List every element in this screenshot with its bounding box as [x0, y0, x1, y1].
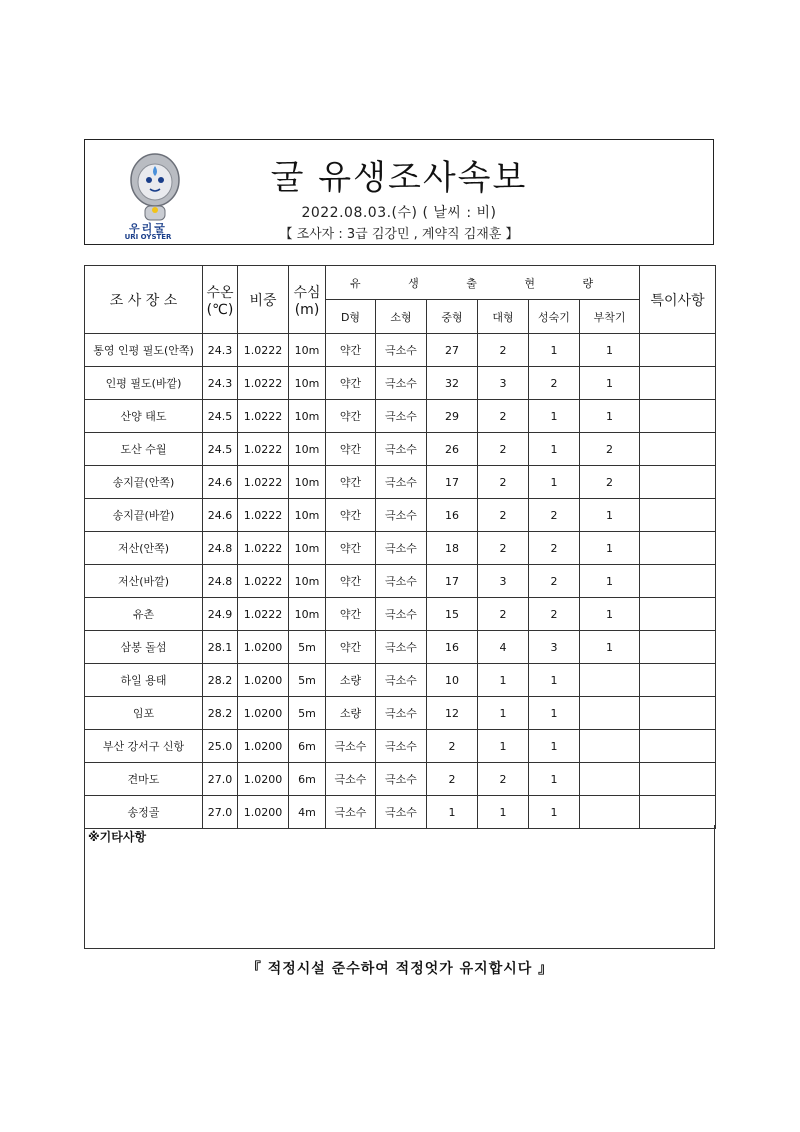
- cell-mature: 2: [529, 367, 580, 400]
- cell-depth: 10m: [289, 367, 326, 400]
- cell-location: 삼봉 돌섬: [85, 631, 203, 664]
- header-attach: 부착기: [580, 300, 640, 334]
- logo-name: 우리굴: [129, 222, 167, 235]
- table-row: [85, 532, 716, 565]
- cell-note: [640, 433, 716, 466]
- footer-slogan: 『 적정시설 준수하여 적정엇가 유지합시다 』: [246, 961, 554, 977]
- cell-large: 1: [478, 697, 529, 730]
- cell-large: 2: [478, 334, 529, 367]
- cell-large: 2: [478, 400, 529, 433]
- cell-attach: 1: [580, 532, 640, 565]
- cell-depth: 10m: [289, 565, 326, 598]
- table-row: [85, 631, 716, 664]
- cell-sg: 1.0200: [238, 664, 289, 697]
- cell-mature: 2: [529, 565, 580, 598]
- cell-sg: 1.0200: [238, 763, 289, 796]
- cell-depth: 5m: [289, 664, 326, 697]
- cell-medium: 32: [427, 367, 478, 400]
- cell-large: 2: [478, 466, 529, 499]
- table-row: [85, 499, 716, 532]
- table-row: [85, 598, 716, 631]
- cell-location: 임포: [85, 697, 203, 730]
- cell-attach: 1: [580, 334, 640, 367]
- cell-location: 인평 필도(바깥): [85, 367, 203, 400]
- cell-attach: [580, 730, 640, 763]
- cell-medium: 2: [427, 763, 478, 796]
- cell-sg: 1.0222: [238, 433, 289, 466]
- cell-large: 2: [478, 532, 529, 565]
- cell-location: 저산(바깥): [85, 565, 203, 598]
- cell-depth: 6m: [289, 763, 326, 796]
- date-weather-line: 2022.08.03.(수) ( 날씨 : 비): [301, 205, 497, 221]
- cell-location: 산양 태도: [85, 400, 203, 433]
- cell-medium: 12: [427, 697, 478, 730]
- cell-d-type: 약간: [326, 367, 376, 400]
- cell-sg: 1.0222: [238, 334, 289, 367]
- cell-medium: 15: [427, 598, 478, 631]
- cell-attach: 1: [580, 367, 640, 400]
- cell-depth: 5m: [289, 697, 326, 730]
- cell-medium: 1: [427, 796, 478, 829]
- cell-mature: 1: [529, 664, 580, 697]
- cell-note: [640, 730, 716, 763]
- table-row: [85, 565, 716, 598]
- cell-mature: 2: [529, 532, 580, 565]
- cell-mature: 1: [529, 466, 580, 499]
- cell-small: 극소수: [376, 730, 427, 763]
- cell-location: 하일 용태: [85, 664, 203, 697]
- cell-temp: 27.0: [203, 796, 238, 829]
- other-remarks-label: ※기타사항: [88, 830, 147, 844]
- cell-large: 1: [478, 730, 529, 763]
- cell-small: 극소수: [376, 565, 427, 598]
- cell-sg: 1.0222: [238, 499, 289, 532]
- cell-attach: [580, 664, 640, 697]
- header-specific-gravity: 비중: [238, 266, 289, 334]
- table-row: [85, 466, 716, 499]
- cell-medium: 29: [427, 400, 478, 433]
- cell-temp: 24.3: [203, 367, 238, 400]
- header-large: 대형: [478, 300, 529, 334]
- table-row: [85, 433, 716, 466]
- cell-mature: 1: [529, 400, 580, 433]
- cell-attach: 1: [580, 400, 640, 433]
- cell-temp: 27.0: [203, 763, 238, 796]
- cell-note: [640, 532, 716, 565]
- cell-temp: 28.2: [203, 697, 238, 730]
- cell-depth: 10m: [289, 532, 326, 565]
- cell-d-type: 약간: [326, 499, 376, 532]
- cell-note: [640, 334, 716, 367]
- surveyor-line: 【 조사자 : 3급 김강민 , 계약직 김재훈 】: [279, 227, 519, 242]
- cell-small: 극소수: [376, 499, 427, 532]
- cell-note: [640, 763, 716, 796]
- cell-sg: 1.0222: [238, 400, 289, 433]
- cell-depth: 10m: [289, 499, 326, 532]
- header-d-type: D형: [326, 300, 376, 334]
- cell-temp: 24.8: [203, 565, 238, 598]
- cell-sg: 1.0222: [238, 598, 289, 631]
- cell-note: [640, 400, 716, 433]
- header-depth: [289, 266, 326, 334]
- cell-attach: 1: [580, 598, 640, 631]
- cell-small: 극소수: [376, 334, 427, 367]
- cell-mature: 1: [529, 334, 580, 367]
- cell-note: [640, 499, 716, 532]
- cell-d-type: 약간: [326, 565, 376, 598]
- cell-small: 극소수: [376, 598, 427, 631]
- table-row: [85, 664, 716, 697]
- cell-mature: 3: [529, 631, 580, 664]
- cell-d-type: 소량: [326, 697, 376, 730]
- cell-sg: 1.0200: [238, 796, 289, 829]
- cell-small: 극소수: [376, 697, 427, 730]
- cell-sg: 1.0222: [238, 532, 289, 565]
- cell-small: 극소수: [376, 631, 427, 664]
- logo-subtitle: URI OYSTER: [124, 233, 172, 241]
- cell-note: [640, 697, 716, 730]
- table-body: [85, 334, 716, 829]
- cell-temp: 24.8: [203, 532, 238, 565]
- cell-location: 송지끝(바깥): [85, 499, 203, 532]
- cell-temp: 28.2: [203, 664, 238, 697]
- cell-depth: 6m: [289, 730, 326, 763]
- cell-attach: [580, 697, 640, 730]
- cell-mature: 2: [529, 598, 580, 631]
- cell-attach: 2: [580, 433, 640, 466]
- cell-location: 유촌: [85, 598, 203, 631]
- other-remarks-box: [84, 825, 715, 949]
- cell-attach: 1: [580, 631, 640, 664]
- cell-d-type: 극소수: [326, 763, 376, 796]
- cell-sg: 1.0222: [238, 367, 289, 400]
- cell-mature: 1: [529, 763, 580, 796]
- cell-medium: 10: [427, 664, 478, 697]
- table-row: [85, 334, 716, 367]
- cell-d-type: 극소수: [326, 730, 376, 763]
- cell-sg: 1.0200: [238, 730, 289, 763]
- cell-note: [640, 664, 716, 697]
- cell-small: 극소수: [376, 367, 427, 400]
- cell-temp: 28.1: [203, 631, 238, 664]
- cell-medium: 17: [427, 565, 478, 598]
- cell-large: 4: [478, 631, 529, 664]
- cell-mature: 2: [529, 499, 580, 532]
- header-water-temp-label: 수온: [206, 284, 234, 301]
- table-row: [85, 763, 716, 796]
- cell-medium: 16: [427, 499, 478, 532]
- cell-medium: 17: [427, 466, 478, 499]
- header-location: 조 사 장 소: [85, 266, 203, 334]
- cell-attach: 1: [580, 565, 640, 598]
- cell-large: 2: [478, 499, 529, 532]
- cell-large: 2: [478, 433, 529, 466]
- header-depth-label: 수심: [293, 284, 321, 301]
- cell-d-type: 소량: [326, 664, 376, 697]
- header-water-temp-unit: (℃): [206, 301, 234, 318]
- cell-attach: 2: [580, 466, 640, 499]
- cell-small: 극소수: [376, 466, 427, 499]
- cell-d-type: 약간: [326, 466, 376, 499]
- cell-large: 3: [478, 367, 529, 400]
- report-header: [84, 139, 714, 245]
- cell-medium: 26: [427, 433, 478, 466]
- header-larvae-group: 유 생 출 현 량: [326, 266, 640, 300]
- cell-location: 도산 수월: [85, 433, 203, 466]
- cell-temp: 24.9: [203, 598, 238, 631]
- page-title: 굴 유생조사속보: [270, 158, 528, 198]
- cell-depth: 4m: [289, 796, 326, 829]
- cell-d-type: 약간: [326, 400, 376, 433]
- header-remarks: 특이사항: [640, 266, 716, 334]
- cell-d-type: 약간: [326, 532, 376, 565]
- cell-large: 1: [478, 796, 529, 829]
- cell-large: 2: [478, 598, 529, 631]
- cell-small: 극소수: [376, 763, 427, 796]
- header-medium: 중형: [427, 300, 478, 334]
- cell-small: 극소수: [376, 532, 427, 565]
- cell-mature: 1: [529, 730, 580, 763]
- cell-depth: 10m: [289, 433, 326, 466]
- cell-d-type: 극소수: [326, 796, 376, 829]
- cell-temp: 24.6: [203, 499, 238, 532]
- table-row: [85, 730, 716, 763]
- cell-location: 송정골: [85, 796, 203, 829]
- cell-location: 견마도: [85, 763, 203, 796]
- cell-mature: 1: [529, 796, 580, 829]
- table-row: [85, 400, 716, 433]
- cell-sg: 1.0200: [238, 697, 289, 730]
- cell-mature: 1: [529, 697, 580, 730]
- cell-medium: 16: [427, 631, 478, 664]
- cell-medium: 2: [427, 730, 478, 763]
- cell-temp: 25.0: [203, 730, 238, 763]
- cell-sg: 1.0222: [238, 466, 289, 499]
- header-small: 소형: [376, 300, 427, 334]
- cell-depth: 10m: [289, 466, 326, 499]
- cell-temp: 24.5: [203, 400, 238, 433]
- cell-note: [640, 631, 716, 664]
- cell-d-type: 약간: [326, 598, 376, 631]
- cell-depth: 10m: [289, 334, 326, 367]
- cell-small: 극소수: [376, 664, 427, 697]
- cell-note: [640, 565, 716, 598]
- header-water-temp: [203, 266, 238, 334]
- cell-location: 통영 인평 필도(안쪽): [85, 334, 203, 367]
- cell-temp: 24.6: [203, 466, 238, 499]
- cell-d-type: 약간: [326, 631, 376, 664]
- cell-location: 저산(안쪽): [85, 532, 203, 565]
- cell-attach: [580, 763, 640, 796]
- cell-depth: 10m: [289, 598, 326, 631]
- cell-mature: 1: [529, 433, 580, 466]
- cell-note: [640, 598, 716, 631]
- table-row: [85, 367, 716, 400]
- table-row: [85, 697, 716, 730]
- cell-location: 송지끝(안쪽): [85, 466, 203, 499]
- cell-temp: 24.3: [203, 334, 238, 367]
- cell-attach: 1: [580, 499, 640, 532]
- cell-sg: 1.0200: [238, 631, 289, 664]
- cell-note: [640, 796, 716, 829]
- cell-large: 2: [478, 763, 529, 796]
- header-depth-unit: (m): [294, 301, 320, 318]
- cell-d-type: 약간: [326, 334, 376, 367]
- cell-depth: 5m: [289, 631, 326, 664]
- cell-sg: 1.0222: [238, 565, 289, 598]
- cell-location: 부산 강서구 신항: [85, 730, 203, 763]
- table-row: [85, 796, 716, 829]
- cell-medium: 27: [427, 334, 478, 367]
- cell-small: 극소수: [376, 400, 427, 433]
- cell-medium: 18: [427, 532, 478, 565]
- cell-note: [640, 466, 716, 499]
- cell-temp: 24.5: [203, 433, 238, 466]
- cell-large: 3: [478, 565, 529, 598]
- cell-small: 극소수: [376, 796, 427, 829]
- cell-large: 1: [478, 664, 529, 697]
- cell-note: [640, 367, 716, 400]
- cell-attach: [580, 796, 640, 829]
- cell-depth: 10m: [289, 400, 326, 433]
- larvae-survey-table: [84, 265, 716, 829]
- header-mature: 성숙기: [529, 300, 580, 334]
- cell-small: 극소수: [376, 433, 427, 466]
- cell-d-type: 약간: [326, 433, 376, 466]
